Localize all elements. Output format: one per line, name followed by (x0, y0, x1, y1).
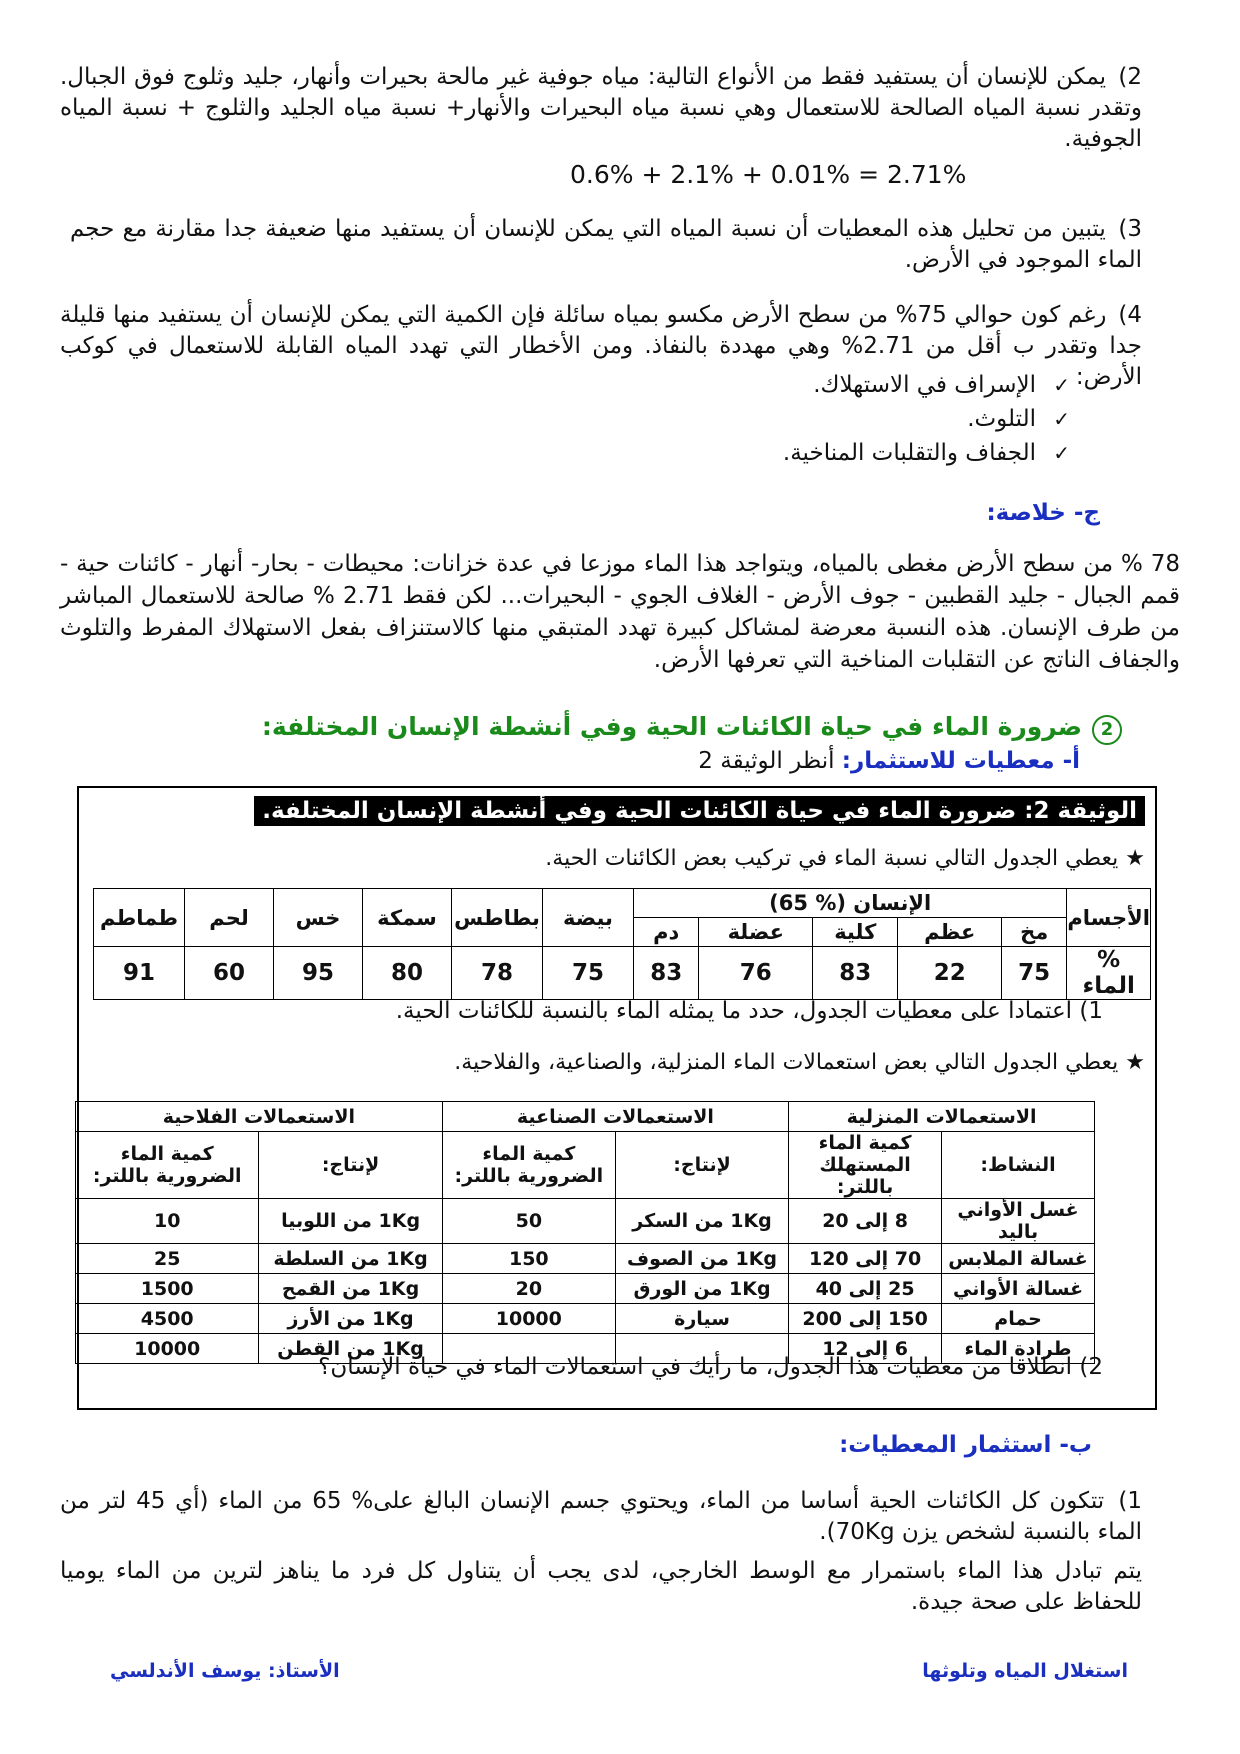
water-content-table (93, 888, 1151, 1000)
exploit-text-1 (60, 1486, 1142, 1548)
subheader-agricultural-quantity: كمية الماء الضرورية باللتر: (76, 1132, 259, 1199)
cell: 8 إلى 20 (789, 1199, 942, 1244)
cell: 1Kg من اللوبيا (259, 1199, 442, 1244)
intro-1: ★ يعطي الجدول التالي نسبة الماء في تركيب بعض الكائنات الحية. (545, 846, 1145, 871)
cell: سيارة (615, 1304, 788, 1334)
footer-teacher: الأستاذ: يوسف الأندلسي (110, 1660, 340, 1682)
document-title: الوثيقة 2: ضرورة الماء في حياة الكائنات الحية وفي أنشطة الإنسان المختلفة. (254, 796, 1145, 826)
sub-label: أ- معطيات للاستثمار: (841, 748, 1080, 774)
table-row (76, 1304, 1095, 1334)
intro-2: ★ يعطي الجدول التالي بعض استعمالات الماء المنزلية، والصناعية، والفلاحية. (454, 1050, 1145, 1075)
cell: 10 (76, 1199, 259, 1244)
cell: 1500 (76, 1274, 259, 1304)
col-kidney: كلية (813, 918, 898, 947)
exploit-text-2: يتم تبادل هذا الماء باستمرار مع الوسط الخارجي، لدى يجب أن يتناول كل فرد ما يناهز لترين من الماء يوميا للحفاظ على صحة جيدة. (60, 1558, 1142, 1615)
cell: 1Kg من الورق (615, 1274, 788, 1304)
cell: غسل الأواني باليد (942, 1199, 1095, 1244)
cell: 1Kg من الأرز (259, 1304, 442, 1334)
subheader-agricultural-product: لإنتاج: (259, 1132, 442, 1199)
water-uses-table (75, 1101, 1095, 1364)
value-cell: 95 (274, 947, 363, 1000)
col-meat: لحم (185, 889, 274, 947)
cell: 150 (442, 1244, 615, 1274)
cell: غسالة الملابس (942, 1244, 1095, 1274)
value-cell: 83 (634, 947, 699, 1000)
human-header: الإنسان (% 65) (634, 889, 1067, 918)
cell: 20 (442, 1274, 615, 1304)
item-number: 3) (1118, 216, 1142, 242)
cell: 25 إلى 40 (789, 1274, 942, 1304)
risk-item: ✓ الجفاف والتقلبات المناخية. (783, 436, 1070, 470)
section-2-heading (262, 712, 1122, 745)
value-cell: 76 (699, 947, 813, 1000)
group-agricultural: الاستعمالات الفلاحية (76, 1102, 443, 1132)
value-cell: 75 (1001, 947, 1066, 1000)
col-egg: بيضة (543, 889, 634, 947)
cell: غسالة الأواني (942, 1274, 1095, 1304)
col-tomato: طماطم (94, 889, 185, 947)
cell: 6 إلى 12 (789, 1334, 942, 1364)
item-number: 4) (1118, 302, 1143, 328)
sub-text: أنظر الوثيقة 2 (698, 748, 835, 774)
risk-item: ✓ الإسراف في الاستهلاك. (783, 368, 1070, 402)
group-industrial: الاستعمالات الصناعية (442, 1102, 788, 1132)
footer-course-title: استغلال المياه وتلوثها (922, 1660, 1128, 1682)
cell: 10000 (76, 1334, 259, 1364)
col-muscle: عضلة (699, 918, 813, 947)
value-cell: 78 (452, 947, 543, 1000)
col-potato: بطاطس (452, 889, 543, 947)
table-row (76, 1274, 1095, 1304)
item-text: يتبين من تحليل هذه المعطيات أن نسبة المياه التي يمكن للإنسان أن يستفيد منها ضعيفة جدا مقارنة مع حجم الماء الموجود في الأرض. (70, 216, 1142, 273)
question-1: 1) اعتمادا على معطيات الجدول، حدد ما يمثله الماء بالنسبة للكائنات الحية. (395, 998, 1103, 1024)
summary-text: 78 % من سطح الأرض مغطى بالمياه، ويتواجد هذا الماء موزعا في عدة خزانات: محيطات - بحار- أنهار - كائنات حية - قمم الجبال - جليد القطبين - جوف الأرض - الغلاف الجوي - البحيرات... لكن فقط 2.71 % صالحة للاستعمال المباشر من طرف الإنسان. هذه النسبة معرضة لمشاكل كبيرة تهدد المتبقي منها كالاستنزاف بفعل الاستهلاك المفرط والتلوث والجفاف الناتج عن التقلبات المناخية التي تعرفها الأرض. (60, 551, 1180, 673)
value-cell: 75 (543, 947, 634, 1000)
cell: 70 إلى 120 (789, 1244, 942, 1274)
cell: 1Kg من السلطة (259, 1244, 442, 1274)
value-cell: 83 (813, 947, 898, 1000)
paragraph-item-2 (60, 62, 1142, 155)
paragraph-item-3 (70, 214, 1142, 276)
subheader-industrial-quantity: كمية الماء الضرورية باللتر: (442, 1132, 615, 1199)
cell: 50 (442, 1199, 615, 1244)
value-cell: 60 (185, 947, 274, 1000)
row-label-water: % الماء (1067, 947, 1151, 1000)
cell: 25 (76, 1244, 259, 1274)
item-text: تتكون كل الكائنات الحية أساسا من الماء، ويحتوي جسم الإنسان البالغ على% 65 من الماء (أي 45 لتر من الماء بالنسبة لشخص يزن 70Kg). (60, 1488, 1142, 1545)
row-label-bodies: الأجسام (1067, 889, 1151, 947)
cell: 150 إلى 200 (789, 1304, 942, 1334)
risk-list (783, 368, 1070, 470)
col-bone: عظم (898, 918, 1002, 947)
table-row (76, 1244, 1095, 1274)
item-number: 2) (1118, 64, 1142, 90)
risk-item: ✓ التلوث. (783, 402, 1070, 436)
cell: 10000 (442, 1304, 615, 1334)
question-2: 2) انطلاقا من معطيات هذا الجدول، ما رأيك في استعمالات الماء في حياة الإنسان؟ (318, 1354, 1103, 1380)
value-cell: 22 (898, 947, 1002, 1000)
formula: 0.6% + 2.1% + 0.01% = 2.71% (570, 160, 967, 189)
value-cell: 91 (94, 947, 185, 1000)
section-number-badge: 2 (1092, 715, 1122, 745)
section-2-title: ضرورة الماء في حياة الكائنات الحية وفي أنشطة الإنسان المختلفة: (261, 712, 1082, 741)
subheader-industrial-product: لإنتاج: (615, 1132, 788, 1199)
item-text: رغم كون حوالي 75% من سطح الأرض مكسو بمياه سائلة فإن الكمية التي يمكن للإنسان أن يستفيد منها قليلة جدا وتقدر ب أقل من 2.71% وهي مهددة بالنفاذ. ومن الأخطار التي تهدد المياه القابلة للاستعمال في كوكب الأرض: (60, 302, 1143, 390)
cell: طرادة الماء (942, 1334, 1095, 1364)
col-brain: مخ (1001, 918, 1066, 947)
col-fish: سمكة (363, 889, 452, 947)
cell: 1Kg من القمح (259, 1274, 442, 1304)
cell: 1Kg من الصوف (615, 1244, 788, 1274)
cell: حمام (942, 1304, 1095, 1334)
col-lettuce: خس (274, 889, 363, 947)
col-blood: دم (634, 918, 699, 947)
cell: 4500 (76, 1304, 259, 1334)
cell: 1Kg من السكر (615, 1199, 788, 1244)
cell: 1Kg من القطن (259, 1334, 442, 1364)
exploit-heading: ب- استثمار المعطيات: (839, 1432, 1092, 1458)
item-number: 1) (1118, 1488, 1143, 1514)
table-row (76, 1199, 1095, 1244)
group-domestic: الاستعمالات المنزلية (789, 1102, 1095, 1132)
subheader-domestic-quantity: كمية الماء المستهلك باللتر: (789, 1132, 942, 1199)
summary-heading: ج- خلاصة: (986, 500, 1100, 526)
document-2-box (77, 786, 1157, 1410)
subheader-activity: النشاط: (942, 1132, 1095, 1199)
section-2-subheading (698, 748, 1080, 774)
value-cell: 80 (363, 947, 452, 1000)
item-text: يمكن للإنسان أن يستفيد فقط من الأنواع التالية: مياه جوفية غير مالحة بحيرات وأنهار، جليد وثلوج فوق الجبال. وتقدر نسبة المياه الصالحة للاستعمال وهي نسبة مياه البحيرات والأنهار+ نسبة مياه الجليد والثلوج + نسبة المياه الجوفية. (60, 64, 1142, 152)
